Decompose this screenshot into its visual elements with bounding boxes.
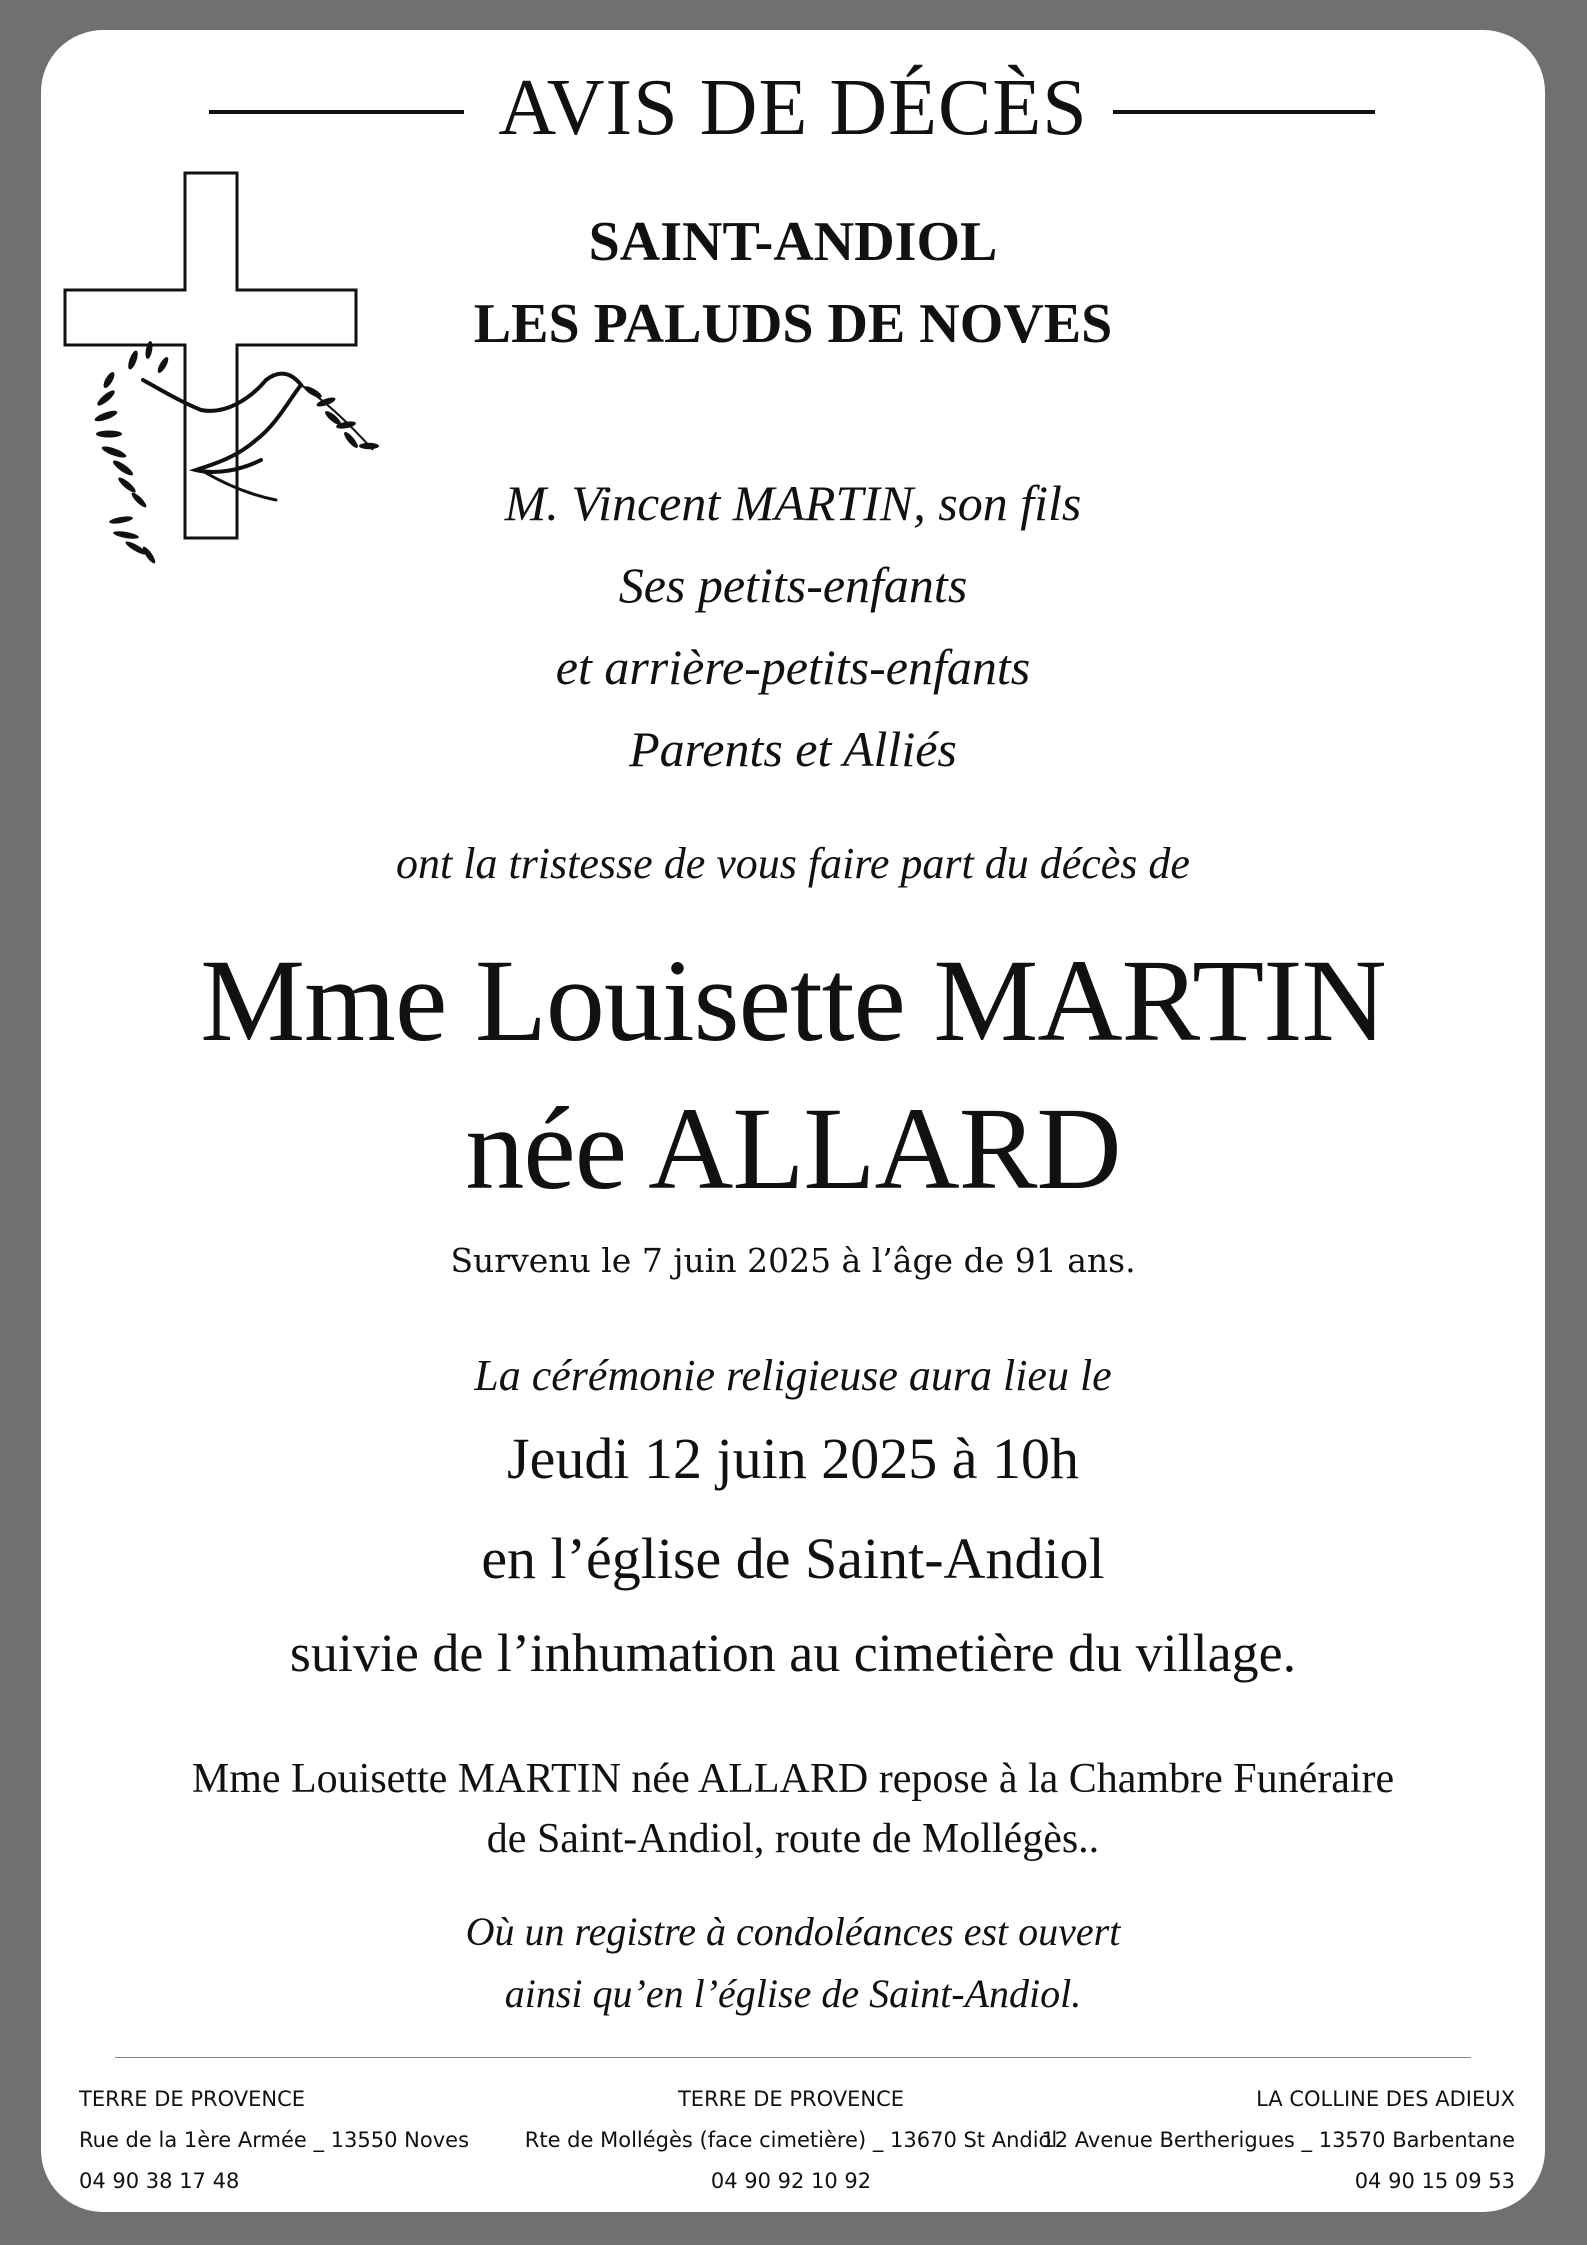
agency-phone: 04 90 92 10 92 [710, 2169, 872, 2193]
announcement-text: ont la tristesse de vous faire part du décès de [396, 839, 1190, 888]
family-line: et arrière-petits-enfants [555, 639, 1031, 695]
agency-phone: 04 90 15 09 53 [1354, 2169, 1515, 2193]
rest-line-2: de Saint-Andiol, route de Mollégès.. [486, 1816, 1100, 1862]
family-line: Ses petits-enfants [618, 557, 968, 613]
page-title: AVIS DE DÉCÈS [498, 64, 1088, 152]
agency-name: TERRE DE PROVENCE [677, 2087, 905, 2111]
condolences-line-1: Où un registre à condoléances est ouvert [465, 1909, 1121, 1954]
agency-name: LA COLLINE DES ADIEUX [1256, 2087, 1515, 2111]
footer-agency-st-andiol [491, 2085, 1091, 2208]
agency-phone: 04 90 38 17 48 [79, 2169, 240, 2193]
deceased-maiden-name: née ALLARD [465, 1083, 1121, 1214]
title-rule-right [1113, 110, 1375, 114]
location-line-1: SAINT-ANDIOL [588, 211, 998, 273]
death-info: Survenu le 7 juin 2025 à l’âge de 91 ans. [450, 1241, 1136, 1280]
rest-line-1: Mme Louisette MARTIN née ALLARD repose à la Chambre Funéraire [191, 1756, 1395, 1802]
agency-name: TERRE DE PROVENCE [79, 2087, 306, 2111]
agency-address: 12 Avenue Bertherigues _ 13570 Barbentane [1041, 2128, 1515, 2152]
footer-agency-barbentane [1041, 2085, 1515, 2208]
agency-address: Rue de la 1ère Armée _ 13550 Noves [79, 2128, 470, 2152]
agency-address: Rte de Mollégès (face cimetière) _ 13670 St Andiol [524, 2128, 1058, 2152]
footer-agency-noves [79, 2085, 469, 2208]
obituary-card [41, 30, 1545, 2212]
family-line: Parents et Alliés [629, 721, 957, 777]
deceased-name: Mme Louisette MARTIN [200, 935, 1386, 1066]
footer-divider [115, 2057, 1471, 2058]
ceremony-place: en l’église de Saint-Andiol [481, 1526, 1105, 1591]
family-line: M. Vincent MARTIN, son fils [504, 475, 1082, 531]
condolences-line-2: ainsi qu’en l’église de Saint-Andiol. [504, 1971, 1082, 2016]
ceremony-burial: suivie de l’inhumation au cimetière du village. [289, 1623, 1297, 1683]
location-line-2: LES PALUDS DE NOVES [473, 293, 1113, 355]
ceremony-date: Jeudi 12 juin 2025 à 10h [507, 1426, 1079, 1491]
cross-with-dove-icon [51, 140, 391, 610]
ceremony-intro: La cérémonie religieuse aura lieu le [474, 1351, 1112, 1400]
